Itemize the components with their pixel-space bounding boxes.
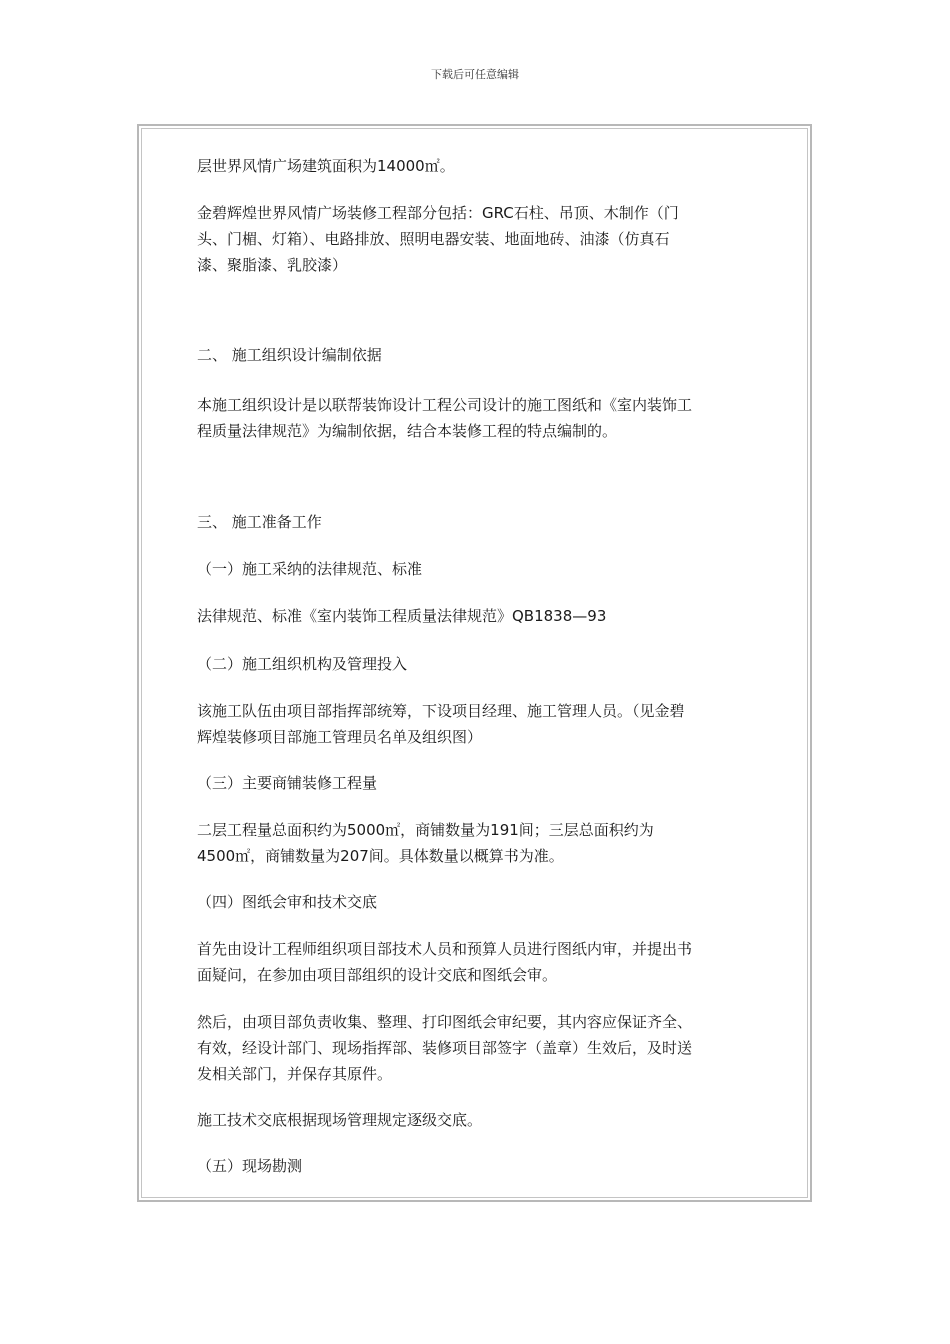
- body-text-line: 本施工组织设计是以联帮装饰设计工程公司设计的施工图纸和《室内装饰工: [197, 396, 693, 414]
- body-text-line: 程质量法律规范》为编制依据，结合本装修工程的特点编制的。: [197, 422, 618, 440]
- body-text-line: 头、门楣、灯箱）、电路排放、照明电器安装、地面地砖、油漆（仿真石: [197, 230, 670, 248]
- body-text-line: 该施工队伍由项目部指挥部统筹，下设项目经理、施工管理人员。（见金碧: [197, 702, 685, 720]
- body-text-line: 层世界风情广场建筑面积为14000㎡。: [197, 157, 455, 175]
- body-text-line: 面疑问，在参加由项目部组织的设计交底和图纸会审。: [197, 966, 558, 984]
- body-text-line: 漆、聚脂漆、乳胶漆）: [197, 256, 348, 274]
- body-text-line: 4500㎡，商铺数量为207间。具体数量以概算书为准。: [197, 847, 564, 865]
- body-text-line: 发相关部门，并保存其原件。: [197, 1065, 393, 1083]
- body-text-line: 辉煌装修项目部施工管理员名单及组织图）: [197, 728, 483, 746]
- page-header: 下载后可任意编辑: [431, 68, 519, 81]
- subsection-heading: （二）施工组织机构及管理投入: [197, 655, 408, 673]
- subsection-heading: （三）主要商铺装修工程量: [197, 774, 378, 792]
- section-heading: 三、 施工准备工作: [197, 513, 322, 531]
- body-text-line: 施工技术交底根据现场管理规定逐级交底。: [197, 1111, 483, 1129]
- section-heading: 二、 施工组织设计编制依据: [197, 346, 382, 364]
- body-text-line: 二层工程量总面积约为5000㎡，商铺数量为191间；三层总面积约为: [197, 821, 654, 839]
- body-text-line: 有效，经设计部门、现场指挥部、装修项目部签字（盖章）生效后，及时送: [197, 1039, 693, 1057]
- body-text-line: 首先由设计工程师组织项目部技术人员和预算人员进行图纸内审，并提出书: [197, 940, 693, 958]
- body-text-line: 金碧辉煌世界风情广场装修工程部分包括：GRC石柱、吊顶、木制作（门: [197, 204, 679, 222]
- body-text-line: 法律规范、标准《室内装饰工程质量法律规范》QB1838—93: [197, 607, 607, 625]
- subsection-heading: （一）施工采纳的法律规范、标准: [197, 560, 423, 578]
- body-text-line: 然后，由项目部负责收集、整理、打印图纸会审纪要，其内容应保证齐全、: [197, 1013, 693, 1031]
- subsection-heading: （五）现场勘测: [197, 1157, 303, 1175]
- subsection-heading: （四）图纸会审和技术交底: [197, 893, 378, 911]
